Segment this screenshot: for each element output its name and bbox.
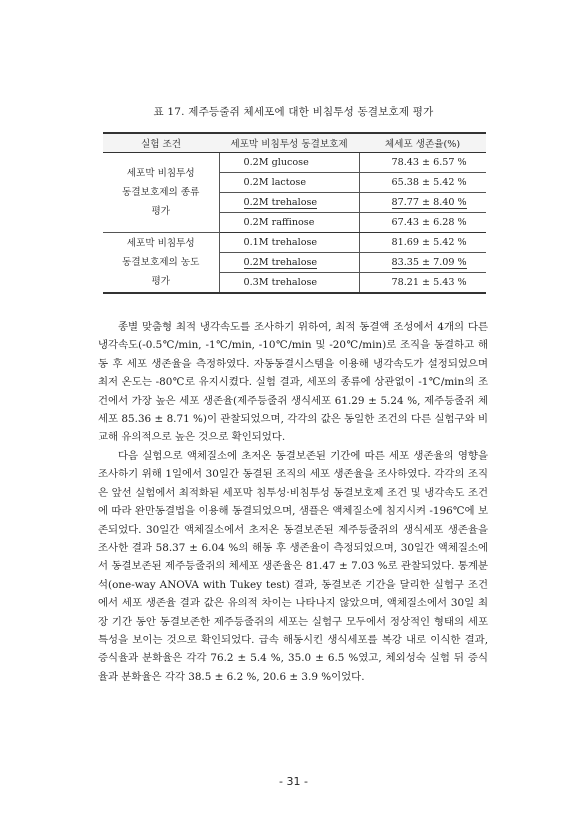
survival-cell: 81.69 ± 5.42 % xyxy=(359,233,486,253)
table-row xyxy=(103,153,486,173)
agent-cell: 0.2M lactose xyxy=(219,173,359,193)
survival-cell: 78.43 ± 6.57 % xyxy=(359,153,486,173)
survival-cell: 67.43 ± 6.28 % xyxy=(359,213,486,233)
condition-text: 세포막 비침투성 동결보호제의 종류 평가 xyxy=(122,168,200,217)
table-row xyxy=(103,233,486,253)
agent-cell: 0.2M glucose xyxy=(219,153,359,173)
survival-text: 87.77 ± 8.40 % xyxy=(391,197,467,208)
agent-cell: 0.1M trehalose xyxy=(219,233,359,253)
page-number: - 31 - xyxy=(279,775,308,788)
agent-cell xyxy=(219,193,359,213)
condition-cell-concentration xyxy=(103,233,219,294)
condition-cell-type xyxy=(103,153,219,233)
results-table xyxy=(103,132,486,294)
survival-cell: 65.38 ± 5.42 % xyxy=(359,173,486,193)
survival-cell xyxy=(359,193,486,213)
agent-text: 0.2M trehalose xyxy=(243,197,318,208)
header-survival: 체세포 생존율(%) xyxy=(359,133,486,153)
agent-text: 0.2M trehalose xyxy=(243,257,318,268)
header-condition: 실험 조건 xyxy=(103,133,219,153)
agent-cell: 0.3M trehalose xyxy=(219,273,359,294)
table-header-row xyxy=(103,133,486,153)
survival-text: 83.35 ± 7.09 % xyxy=(391,257,467,268)
agent-cell: 0.2M raffinose xyxy=(219,213,359,233)
agent-cell xyxy=(219,253,359,273)
condition-text: 세포막 비침투성 동결보호제의 농도 평가 xyxy=(122,238,200,287)
survival-cell xyxy=(359,253,486,273)
table-caption: 표 17. 제주등줄쥐 체세포에 대한 비침투성 동결보호제 평가 xyxy=(153,106,434,118)
paragraph-storage-period: 다음 실험으로 액체질소에 초저온 동결보존된 기간에 따른 세포 생존율의 영향을 조사하기 위해 1일에서 30일간 동결된 조직의 세포 생존율을 조사하였다. 각각의 조직은 앞선 실험에서 최적화된 세포막 침투성·비침투성 동결보호제 조건 및 냉각속도 조건에 따라 완만동결법을 이용해 동결되었으며, 샘플은 액체질소에 침지시켜 -196℃에 보존되었다. 30일간 액체질소에서 초저온 동결보존된 제주등줄쥐의 생식세포 생존율을 조사한 결과 58.37 ± 6.04 %의 해동 후 생존율이 측정되었으며, 30일간 액체질소에서 동결보존된 제주등줄쥐의 체세포 생존율은 81.47 ± 7.03 %로 관찰되었다. 통계분석(one-way ANOVA with Tukey test) 결과, 동결보존 기간을 달리한 실험구 조건에서 세포 생존율 결과 값은 유의적 차이는 나타나지 않았으며, 액체질소에서 30일 최장 기간 동안 동결보존한 제주등줄쥐의 세포는 실험구 모두에서 정상적인 형태의 세포 특성을 보이는 것으로 확인되었다. 급속 해동시킨 생식세포를 복강 내로 이식한 결과, 증식율과 분화율은 각각 76.2 ± 5.4 %, 35.0 ± 6.5 %였고, 체외성숙 실험 뒤 증식율과 분화율은 각각 38.5 ± 6.2 %, 20.6 ± 3.9 %이었다. xyxy=(98,450,488,683)
survival-cell: 78.21 ± 5.43 % xyxy=(359,273,486,294)
paragraph-cooling-rate: 종별 맞춤형 최적 냉각속도를 조사하기 위하여, 최적 동결액 조성에서 4개의 다른 냉각속도(-0.5℃/min, -1℃/min, -10℃/min 및 -20℃/min)로 조직을 동결하고 해동 후 세포 생존율을 측정하였다. 자동동결시스템을 이용해 냉각속도가 설정되었으며 최저 온도는 -80℃로 유지시켰다. 실험 결과, 세포의 종류에 상관없이 -1℃/min의 조건에서 가장 높은 세포 생존율(제주등줄쥐 생식세포 61.29 ± 5.24 %, 제주등줄쥐 체세포 85.36 ± 8.71 %)이 관찰되었으며, 각각의 값은 동일한 조건의 다른 실험구와 비교해 유의적으로 높은 것으로 확인되었다. xyxy=(98,321,488,444)
header-agent: 세포막 비침투성 동결보호제 xyxy=(219,133,359,153)
